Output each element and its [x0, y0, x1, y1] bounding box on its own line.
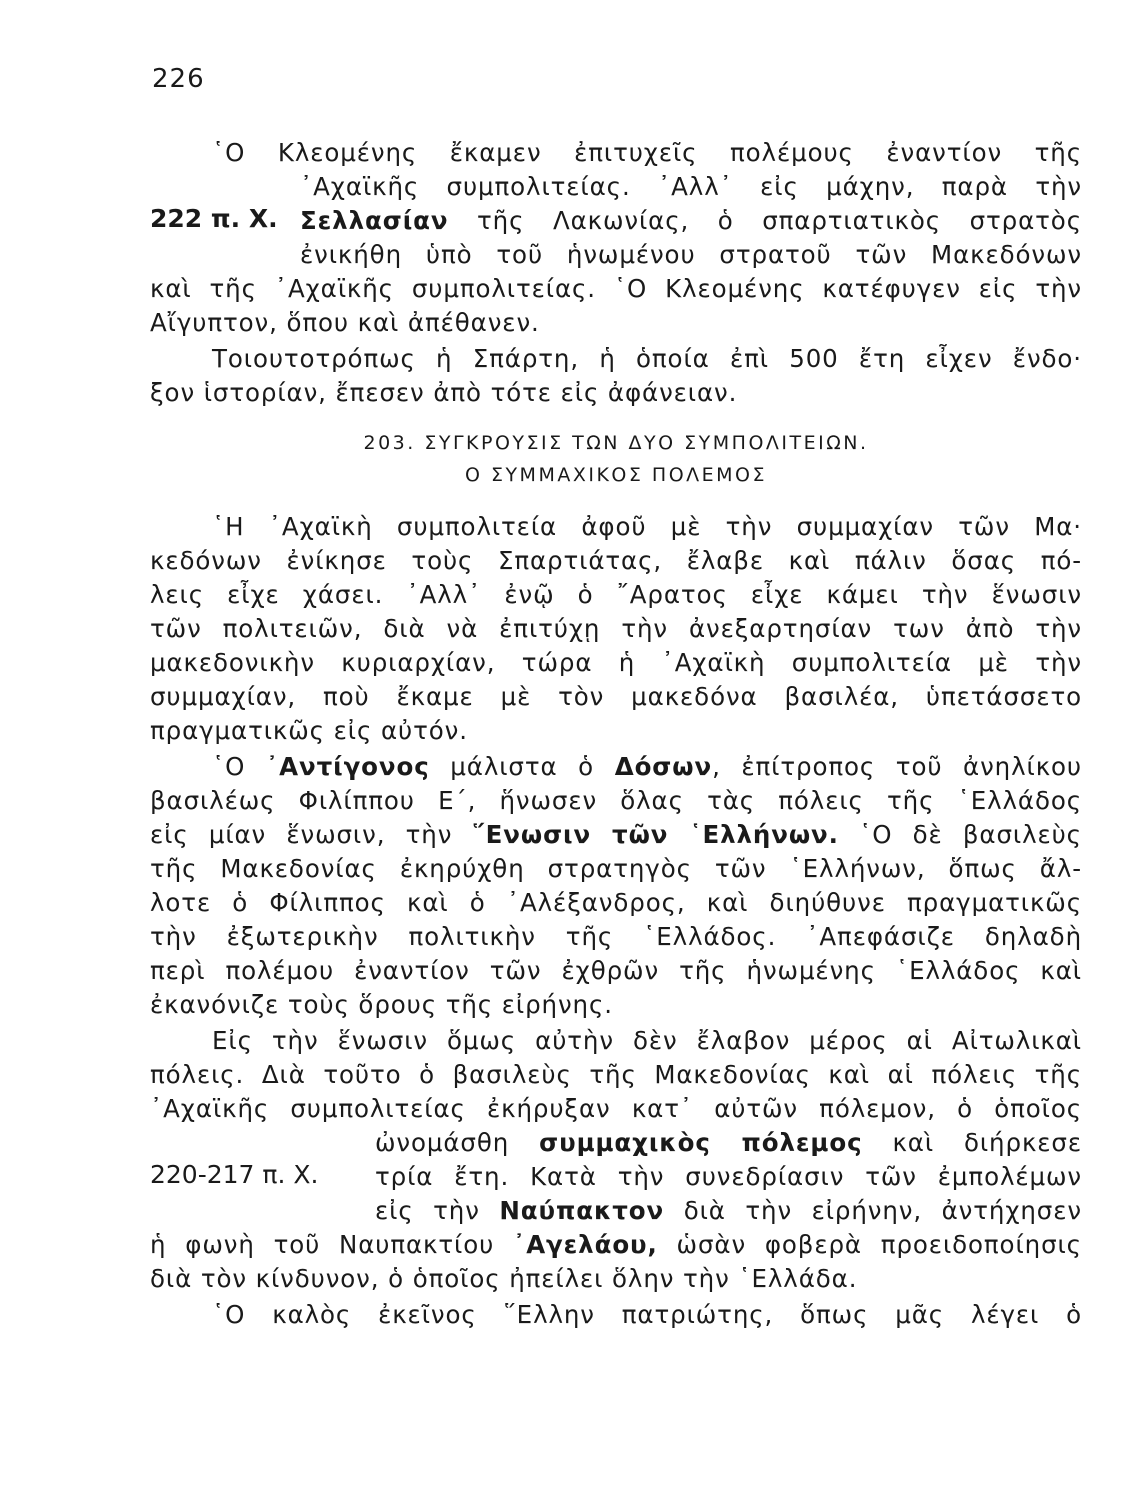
text-line: Αἴγυπτον, ὅπου καὶ ἀπέθανεν.	[150, 308, 540, 337]
text-line: τὴν ἐξωτερικὴν πολιτικὴν τῆς ῾Ελλάδος. ᾿Απεφάσιζε δηλαδὴ	[150, 922, 1082, 951]
text-line: Σελλασίαν τῆς Λακωνίας, ὁ σπαρτιατικὸς στρατὸς	[300, 206, 1082, 235]
text-line: ἐκανόνιζε τοὺς ὅρους τῆς εἰρήνης.	[150, 990, 613, 1019]
text-line: πραγματικῶς εἰς αὐτόν.	[150, 716, 468, 745]
person-name: ᾿Αντίγονος	[265, 752, 430, 781]
page-number: 226	[152, 64, 205, 94]
text-line: ῾Ο καλὸς ἐκεῖνος ῞Ελλην πατριώτης, ὅπως μᾶς λέγει ὁ	[212, 1300, 1082, 1329]
text-line: ῾Η ᾿Αχαϊκὴ συμπολιτεία ἀφοῦ μὲ τὴν συμμαχίαν τῶν Μα·	[212, 512, 1082, 541]
text-line: λοτε ὁ Φίλιππος καὶ ὁ ᾿Αλέξανδρος, καὶ διηύθυνε πραγματικῶς	[150, 888, 1082, 917]
text-line: ἡ φωνὴ τοῦ Ναυπακτίου ᾿Αγελάου, ὡσὰν φοβερὰ προειδοποίησις	[150, 1230, 1082, 1259]
text-line: τῶν πολιτειῶν, διὰ νὰ ἐπιτύχῃ τὴν ἀνεξαρτησίαν των ἀπὸ τὴν	[150, 614, 1082, 643]
text-line: Εἰς τὴν ἕνωσιν ὅμως αὐτὴν δὲν ἔλαβον μέρος αἱ Αἰτωλικαὶ	[212, 1026, 1082, 1055]
person-name: Δόσων	[614, 752, 713, 781]
text-line: κεδόνων ἐνίκησε τοὺς Σπαρτιάτας, ἔλαβε καὶ πάλιν ὅσας πό-	[150, 546, 1082, 575]
text-line: τρία ἔτη. Κατὰ τὴν συνεδρίασιν τῶν ἐμπολέμων	[375, 1162, 1082, 1191]
text-line: ἐνικήθη ὑπὸ τοῦ ἡνωμένου στρατοῦ τῶν Μακεδόνων	[300, 240, 1082, 269]
text-line: βασιλέως Φιλίππου Ε΄, ἥνωσεν ὅλας τὰς πόλεις τῆς ῾Ελλάδος	[150, 786, 1082, 815]
margin-date: 222 π. Χ.	[150, 204, 278, 233]
person-name: ᾿Αγελάου,	[513, 1230, 658, 1259]
text-line: λεις εἶχε χάσει. ᾿Αλλ᾿ ἐνῷ ὁ ῎Αρατος εἶχε κάμει τὴν ἕνωσιν	[150, 580, 1082, 609]
text-line: εἰς τὴν Ναύπακτον διὰ τὴν εἰρήνην, ἀντήχησεν	[375, 1196, 1082, 1225]
text-line: εἰς μίαν ἕνωσιν, τὴν ῞Ενωσιν τῶν ῾Ελλήνων. ῾Ο δὲ βασιλεὺς	[150, 820, 1082, 849]
text-line: ξον ἱστορίαν, ἔπεσεν ἀπὸ τότε εἰς ἀφάνειαν.	[150, 378, 738, 407]
text-line: ᾿Αχαϊκῆς συμπολιτείας ἐκήρυξαν κατ᾿ αὐτῶν πόλεμον, ὁ ὁποῖος	[150, 1094, 1082, 1123]
text-line: ᾿Αχαϊκῆς συμπολιτείας. ᾿Αλλ᾿ εἰς μάχην, παρὰ τὴν	[300, 172, 1082, 201]
text-line: πόλεις. Διὰ τοῦτο ὁ βασιλεὺς τῆς Μακεδονίας καὶ αἱ πόλεις τῆς	[150, 1060, 1082, 1089]
text-line: καὶ τῆς ᾿Αχαϊκῆς συμπολιτείας. ῾Ο Κλεομένης κατέφυγεν εἰς τὴν	[150, 274, 1082, 303]
text-line: συμμαχίαν, ποὺ ἔκαμε μὲ τὸν μακεδόνα βασιλέα, ὑπετάσσετο	[150, 682, 1082, 711]
text-line: Τοιουτοτρόπως ἡ Σπάρτη, ἡ ὁποία ἐπὶ 500 ἔτη εἶχεν ἔνδο·	[212, 344, 1082, 373]
text-line: μακεδονικὴν κυριαρχίαν, τώρα ἡ ᾿Αχαϊκὴ συμπολιτεία μὲ τὴν	[150, 648, 1082, 677]
section-heading: 203. ΣΥΓΚΡΟΥΣΙΣ ΤΩΝ ΔΥΟ ΣΥΜΠΟΛΙΤΕΙΩΝ.	[363, 432, 869, 454]
text-line: τῆς Μακεδονίας ἐκηρύχθη στρατηγὸς τῶν ῾Ελλήνων, ὅπως ἄλ-	[150, 854, 1082, 883]
text-line: περὶ πολέμου ἐναντίον τῶν ἐχθρῶν τῆς ἡνωμένης ῾Ελλάδος καὶ	[150, 956, 1082, 985]
margin-date: 220-217 π. Χ.	[150, 1160, 319, 1189]
term-bold: συμμαχικὸς πόλεμος	[539, 1128, 863, 1157]
text-line: ῾Ο Κλεομένης ἔκαμεν ἐπιτυχεῖς πολέμους ἐναντίον τῆς	[212, 138, 1082, 167]
place-name: Ναύπακτον	[499, 1196, 665, 1225]
text-line: ῾Ο ᾿Αντίγονος μάλιστα ὁ Δόσων, ἐπίτροπος τοῦ ἀνηλίκου	[212, 752, 1082, 781]
term-bold: ῞Ενωσιν τῶν ῾Ελλήνων.	[472, 820, 839, 849]
section-subheading: Ο ΣΥΜΜΑΧΙΚΟΣ ΠΟΛΕΜΟΣ	[464, 464, 768, 486]
text-line: διὰ τὸν κίνδυνον, ὁ ὁποῖος ἠπείλει ὅλην τὴν ῾Ελλάδα.	[150, 1264, 858, 1293]
place-name: Σελλασίαν	[300, 206, 449, 235]
text-line: ὠνομάσθη συμμαχικὸς πόλεμος καὶ διήρκεσε	[375, 1128, 1082, 1157]
